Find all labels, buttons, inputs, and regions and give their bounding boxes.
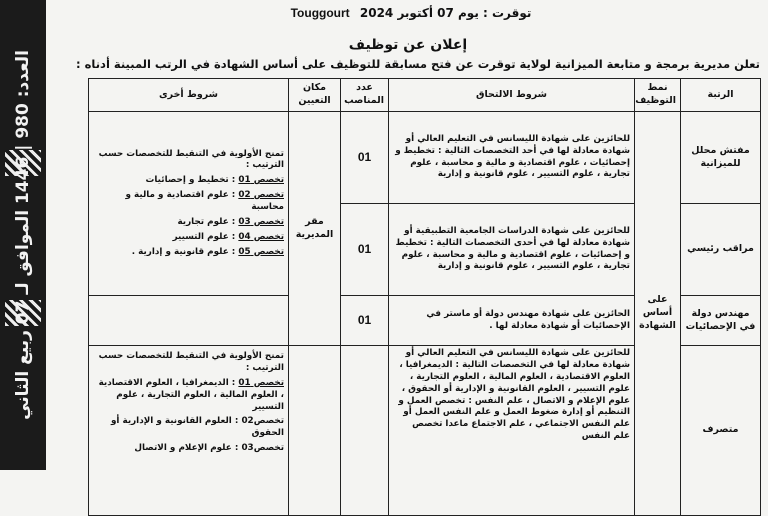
header-rank: الرتبة [681, 79, 761, 112]
place-latin: Touggourt [290, 6, 350, 20]
spec-line: تخصص02 : العلوم القانونية و الإدارية أو الحقوق [110, 416, 284, 439]
rank-cell: متصرف [681, 346, 761, 516]
spec-line: تخصص 05 : علوم قانونية و إدارية . [131, 246, 284, 257]
other-conditions-a [89, 112, 289, 296]
header-other: شروط أخرى [89, 79, 289, 112]
count-cell: 01 [341, 112, 389, 204]
header-mode: نمط التوظيف [635, 79, 681, 112]
header-conditions: شروط الالتحاق [389, 79, 635, 112]
side-strip [0, 0, 46, 470]
place-date: توقرت : يوم 07 أكتوبر 2024 [359, 6, 532, 20]
priority-intro: تمنح الأولوية في التنقيط للتخصصات حسب الترتيب : [98, 351, 284, 373]
count-cell: 01 [341, 296, 389, 346]
header-count: عدد المناصب [341, 79, 389, 112]
spec-line: تخصص 02 : علوم اقتصادية و مالية و محاسبة [125, 190, 284, 212]
other-conditions-b [89, 346, 289, 516]
conditions-cell: للحائزين على شهادة الدراسات الجامعية التطبيقية أو شهادة معادلة لها في أحدى التخصصات التالية : تخطيط و إحصائيات ، علوم اقتصادية و مالية و محاسبة ، علوم تجارية ، علوم التسيير ، علوم قانونية و إدارية [389, 204, 635, 296]
issue-text: العدد: 980 | 1446 الموافق لـ 07 ربيع الثاني [13, 50, 33, 420]
intro-text: تعلن مديرية برمجة و متابعة الميزانية لولاية توقرت عن فتح مسابقة للتوظيف على أساس الشهادة في الرتب المبينة أدناه : [76, 57, 760, 71]
rank-cell: مفتش محلل للميزانية [681, 112, 761, 204]
mode-cell: على أساس الشهادة [635, 112, 681, 516]
announcement-document [54, 0, 762, 470]
table-row [89, 112, 761, 204]
header-line [54, 6, 762, 20]
count-cell [341, 346, 389, 516]
spec-line: تخصص 01 : تخطيط و إحصائيات [145, 175, 284, 186]
place-cell: مقر المديرية [289, 112, 341, 346]
conditions-cell: الحائزين على شهادة مهندس دولة أو ماستر في الإحصائيات أو شهادة معادلة لها . [389, 296, 635, 346]
place-cell-empty [289, 346, 341, 516]
rank-cell: مهندس دولة في الإحصائيات [681, 296, 761, 346]
table-header-row [89, 79, 761, 112]
count-cell: 01 [341, 204, 389, 296]
header-place: مكان التعيين [289, 79, 341, 112]
conditions-cell: للحائزين على شهادة الليسانس في التعليم العالي أو شهادة معادلة لها في أحد التخصصات التالية : تخطيط و إحصائيات ، علوم اقتصادية و مالية و محاسبة ، علوم تجارية ، علوم التسيير ، علوم قانونية و إدارية [389, 112, 635, 204]
positions-table [88, 78, 761, 516]
conditions-cell: للحائزين على شهادة الليسانس في التعليم العالي أو شهادة معادلة لها في التخصصات التالية : الديمغرافيا ، العلوم الاقتصادية ، العلوم المالية ، العلوم التجارية ، علوم التسيير ، العلوم القانونية و الإدارية أو الحقوق ، علوم الإعلام و الاتصال ، علم النفس : تخصص العمل و التنظيم أو إدارة ضغوط العمل و علم النفس العمل أو علم النفس الاجتماعي ، علم الاجتماع ماعدا تخصص علم النفس [389, 346, 635, 516]
spec-line: تخصص 04 : علوم التسيير [172, 231, 284, 242]
spec-line: تخصص 03 : علوم تجارية [177, 216, 284, 227]
page-title: إعلان عن توظيف [348, 37, 468, 53]
other-conditions-empty [89, 296, 289, 346]
spec-line: تخصص 01 : الديمغرافيا ، العلوم الاقتصادية ، العلوم المالية ، العلوم التجارية ، علوم التسيير [98, 377, 284, 412]
rank-cell: مراقب رئيسي [681, 204, 761, 296]
spec-line: تخصص03 : علوم الإعلام و الاتصال [134, 443, 284, 454]
priority-intro: تمنح الأولوية في التنقيط للتخصصات حسب الترتيب : [98, 148, 284, 171]
